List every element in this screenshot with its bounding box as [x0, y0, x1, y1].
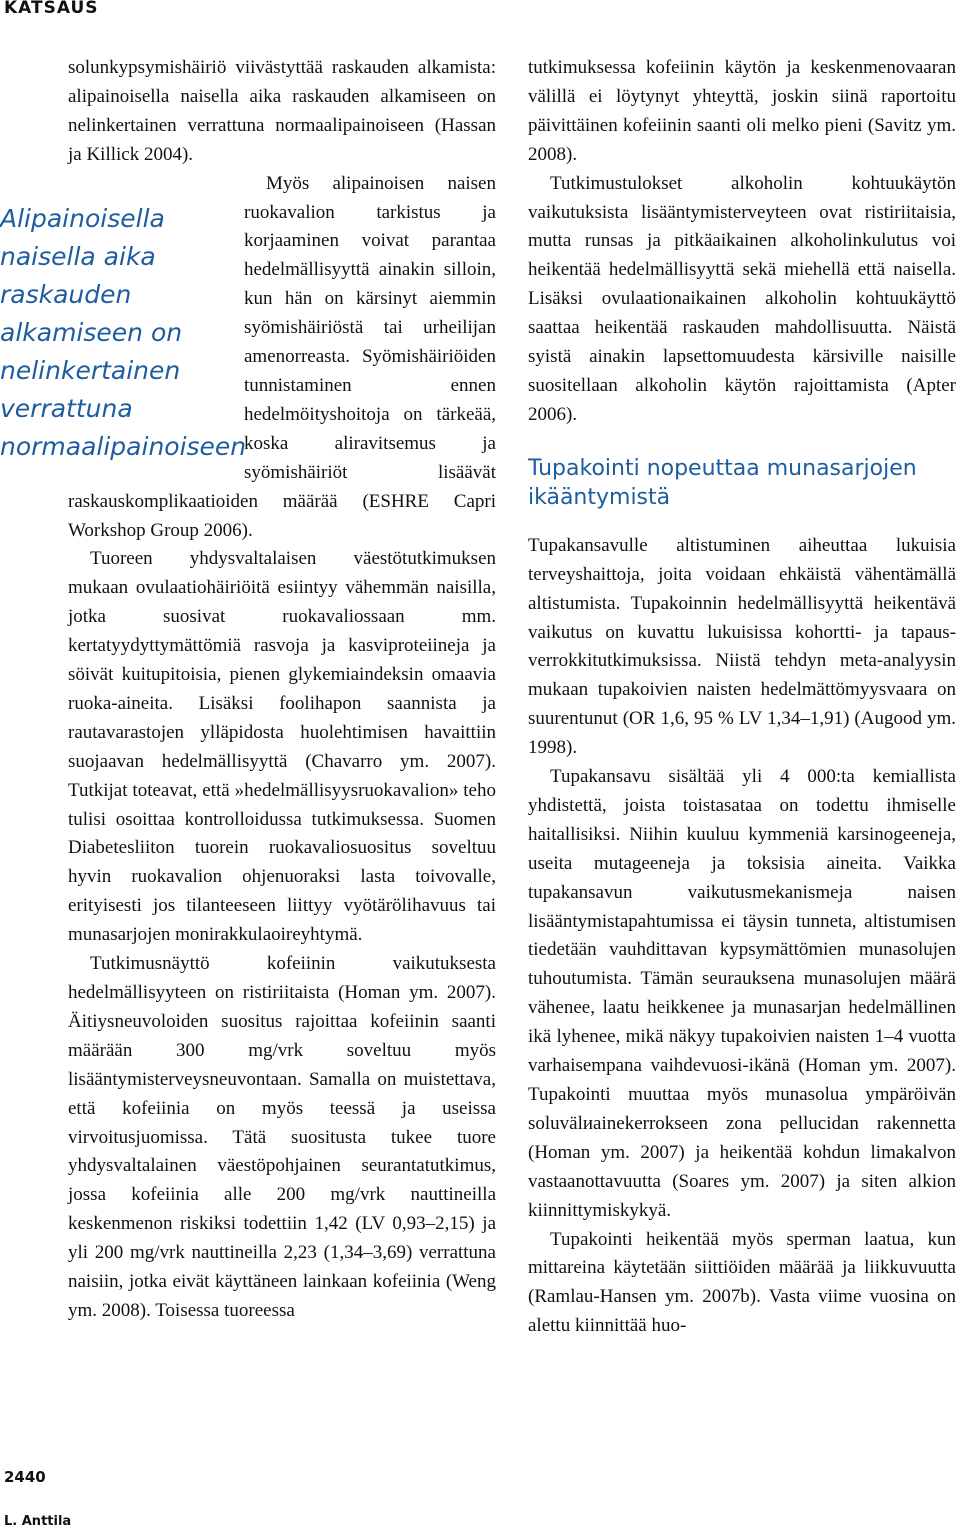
- paragraph: tutkimuksessa kofeiinin käytön ja keskenmenovaaran välillä ei löytynyt yhteyttä, joskin siinä raportoitu päivittäinen kofeiinin saanti oli melko pieni (Savitz ym. 2008).: [528, 57, 956, 165]
- author-name: L. Anttila: [4, 1514, 72, 1529]
- paragraph: solunkypsymishäiriö viivästyttää raskauden alkamista: alipainoisella naisella aika raskauden alkamiseen on nelinkertainen verrattuna normaalipainoiseen (Hassan ja Killick 2004).: [68, 57, 496, 165]
- paragraph: Tupakansavu sisältää yli 4 000:ta kemiallista yhdistettä, joista toistasataa on todettu ihmiselle haitallisiksi. Niihin kuuluu kymmeniä karsinogeeneja, useita mutageeneja ja toksisia aineita. Vaikka tupakansavun vaikutusmekanismeja naisen lisääntymistapahtumissa ei täysin tunneta, altistumisen tiedetään vauhdittavan kypsymättömien munasolujen tuhoutumista. Tämän seurauksena munasolujen määrä vähenee, laatu heikkenee ja munasarjan hedelmällinen ikä lyhenee, mikä näkyy tupakoivien naisten 1–4 vuotta varhaisempana vaihdevuosi-ikänä (Homan ym. 2007). Tupakointi muuttaa myös munasolua ympäröivän soluvälиainekerrokseen zona pellucidan rakennetta (Homan ym. 2007) ja heikentää kohdun limakalvon vastaanottavuutta (Soares ym. 2007) ja siten alkion kiinnittymiskykyä.: [528, 766, 956, 1221]
- paragraph: Tutkimustulokset alkoholin kohtuukäytön vaikutuksista lisääntymisterveyteen ovat ristiriitaisia, mutta runsas ja pitkäaikainen alkoholinkulutus voi heikentää hedelmällisyyttä sekä miehellä että naisella. Lisäksi ovulaationaikainen alkoholin kohtuukäyttö saattaa heikentää raskauden mahdollisuutta. Näistä syistä ainakin lapsettomuudesta kärsiville naisille suositellaan alkoholin käytön rajoittamista (Apter 2006).: [528, 172, 956, 425]
- paragraph: Tupakointi heikentää myös sperman laatua, kun mittareina käytetään siittiöiden määrää ja liikkuvuutta (Ramlau-Hansen ym. 2007b). Vasta viime vuosina on alettu kiinnittää huo-: [528, 1228, 956, 1337]
- paragraph: Tutkimusnäyttö kofeiinin vaikutuksesta hedelmällisyyteen on ristiriitaista (Homan ym. 2007). Äitiysneuvoloiden suositus rajoittaa kofeiinin saanti määrään 300 mg/vrk soveltuu myös lisääntymisterveysneuvontaan. Samalla on muistettava, että kofeiinia on myös teessä ja useissa virvoitusjuomissa. Tätä suositusta tukee tuore yhdysvaltalainen väestöpohjainen seurantatutkimus, jossa kofeiinia alle 200 mg/vrk nauttineilla keskenmenon riskiksi todettiin 1,42 (LV 0,93–2,15) ja yli 200 mg/vrk nauttineilla 2,23 (1,34–3,69) verrattuna naisiin, jotka eivät käyttäneen lainkaan kofeiinia (Weng ym. 2008). Toisessa tuoreessa: [68, 953, 496, 1321]
- section-label: KATSAUS: [4, 0, 99, 18]
- paragraph: Tupakansavulle altistuminen aiheuttaa lukuisia terveyshaittoja, joita voidaan ehkäistä vähentämällä altistumista. Tupakoinnin hedelmällisyyttä heikentävä vaikutus on kuvattu lukuisissa kohortti- ja tapaus-verrokkitutkimuksissa. Niistä tehdyn meta-analyysin mukaan tupakoivien naisten hedelmättömyysvaara on suurentunut (OR 1,6, 95 % LV 1,34–1,91) (Augood ym. 1998).: [528, 534, 956, 759]
- paragraph: Myös alipainoisen naisen ruokavalion tarkistus ja korjaaminen voivat parantaa hedelmällisyyttä ainakin silloin, kun hän on kärsinyt aiemmin syömishäiriöstä tai urheilijan amenorreasta. Syömishäiriöiden tunnistaminen ennen hedelmöityshoitoja on tärkeää, koska aliravitsemus ja syömishäiriöt lisäävät raskauskomplikaatioiden määrää (ESHRE Capri Workshop Group 2006).: [68, 172, 496, 541]
- text-column-right: [528, 54, 956, 1341]
- pull-quote: Alipainoisella naisella aika raskauden alkamiseen on nelinkertainen verrattuna normaalipainoiseen: [0, 203, 247, 461]
- page-number: 2440: [4, 1468, 46, 1486]
- paragraph: Tuoreen yhdysvaltalaisen väestötutkimuksen mukaan ovulaatiohäiriöitä esiintyy vähemmän naisilla, jotka suosivat ruokavaliossaan mm. kertatyydyttymättömiä rasvoja ja kasviproteiineja ja söivät kuitupitoisia, pienen glykemiaindeksin omaavia ruoka-aineita. Lisäksi foolihapon saannista ja rautavarastojen ylläpidosta huolehtimisen havaittiin suojaavan hedelmällisyyttä (Chavarro ym. 2007). Tutkijat toteavat, että »hedelmällisyysruokavalion» teho tulisi osoittaa kontrolloidussa tutkimuksessa. Suomen Diabetesliiton tuorein ruokavaliosuositus soveltuu hyvin ruokavalion ohjenuoraksi lasta toivovalle, erityisesti jos tilanteeseen liittyy vyötärölihavuus tai munasarjojen monirakkulaoireyhtymä.: [68, 548, 496, 946]
- text-column-middle: [0, 54, 496, 1326]
- section-heading: Tupakointi nopeuttaa munasarjojen ikääntymistä: [528, 455, 917, 510]
